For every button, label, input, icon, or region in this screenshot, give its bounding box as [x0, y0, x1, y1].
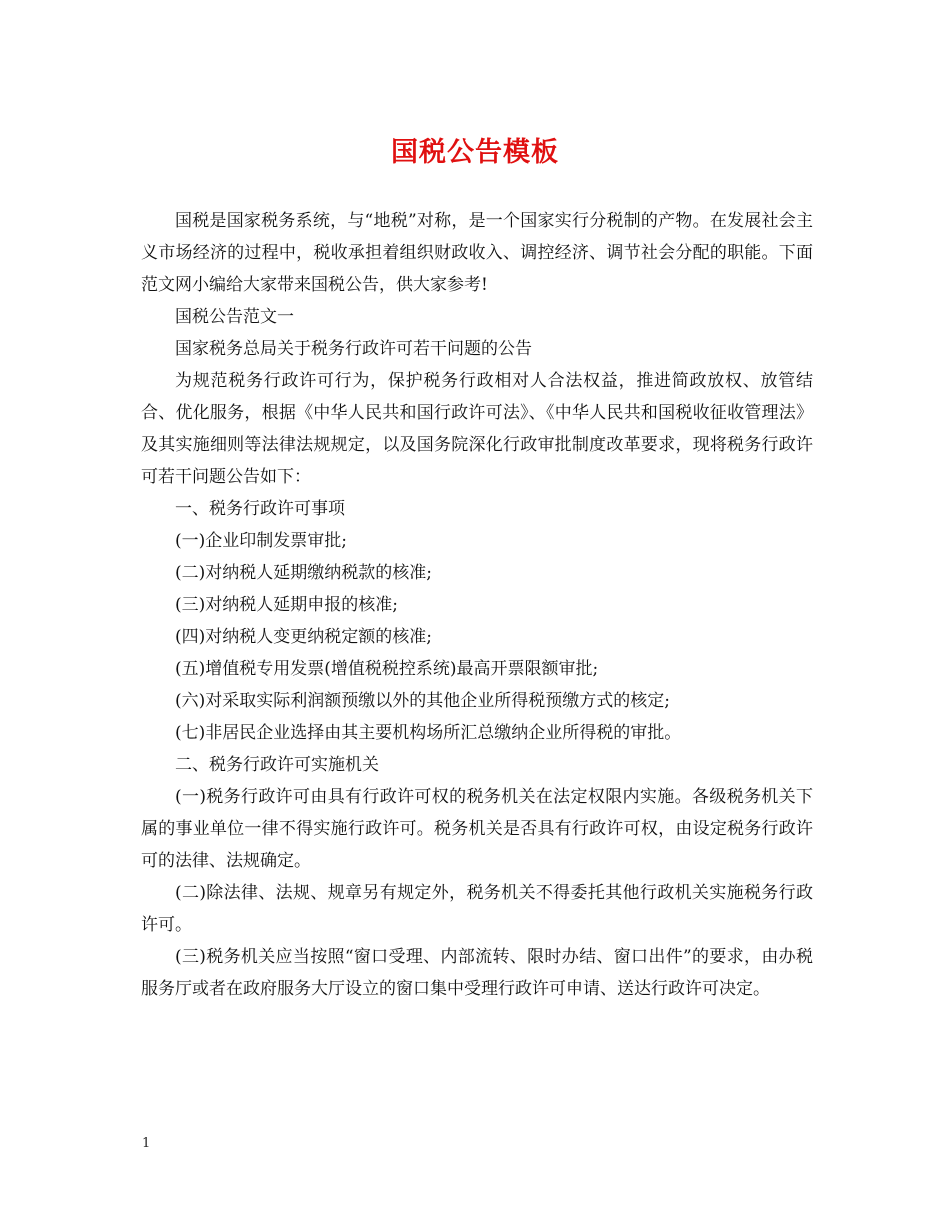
list-item: (一)企业印制发票审批; [175, 531, 347, 551]
list-item: (三)税务机关应当按照“窗口受理、内部流转、限时办结、窗口出件”的要求，由办税服务厅或者在政府服务大厅设立的窗口集中受理行政许可申请、送达行政许可决定。 [141, 947, 813, 999]
page-number: 1 [142, 1136, 151, 1151]
list-item: (六)对采取实际利润额预缴以外的其他企业所得税预缴方式的核定; [175, 691, 670, 711]
list-item: (五)增值税专用发票(增值税税控系统)最高开票限额审批; [175, 659, 599, 679]
list-item: (三)对纳税人延期申报的核准; [175, 595, 398, 615]
paragraph-sample-heading: 国税公告范文一 [175, 307, 294, 327]
list-item: (二)除法律、法规、规章另有规定外，税务机关不得委托其他行政机关实施税务行政许可。 [141, 883, 813, 935]
paragraph-announcement-title: 国家税务总局关于税务行政许可若干问题的公告 [175, 339, 532, 359]
section-heading-2: 二、税务行政许可实施机关 [175, 755, 379, 775]
document-body [141, 205, 813, 1005]
list-item: (一)税务行政许可由具有行政许可权的税务机关在法定权限内实施。各级税务机关下属的事业单位一律不得实施行政许可。税务机关是否具有行政许可权，由设定税务行政许可的法律、法规确定。 [141, 787, 813, 871]
paragraph-intro: 国税是国家税务系统，与“地税”对称，是一个国家实行分税制的产物。在发展社会主义市场经济的过程中，税收承担着组织财政收入、调控经济、调节社会分配的职能。下面范文网小编给大家带来国税公告，供大家参考! [141, 211, 813, 295]
section-heading-1: 一、税务行政许可事项 [175, 499, 345, 519]
list-item: (四)对纳税人变更纳税定额的核准; [175, 627, 432, 647]
document-title: 国税公告模板 [391, 137, 559, 168]
list-item: (七)非居民企业选择由其主要机构场所汇总缴纳企业所得税的审批。 [175, 723, 682, 743]
list-item: (二)对纳税人延期缴纳税款的核准; [175, 563, 432, 583]
paragraph-preamble: 为规范税务行政许可行为，保护税务行政相对人合法权益，推进简政放权、放管结合、优化服务，根据《中华人民共和国行政许可法》、《中华人民共和国税收征收管理法》及其实施细则等法律法规规定，以及国务院深化行政审批制度改革要求，现将税务行政许可若干问题公告如下： [141, 371, 813, 487]
